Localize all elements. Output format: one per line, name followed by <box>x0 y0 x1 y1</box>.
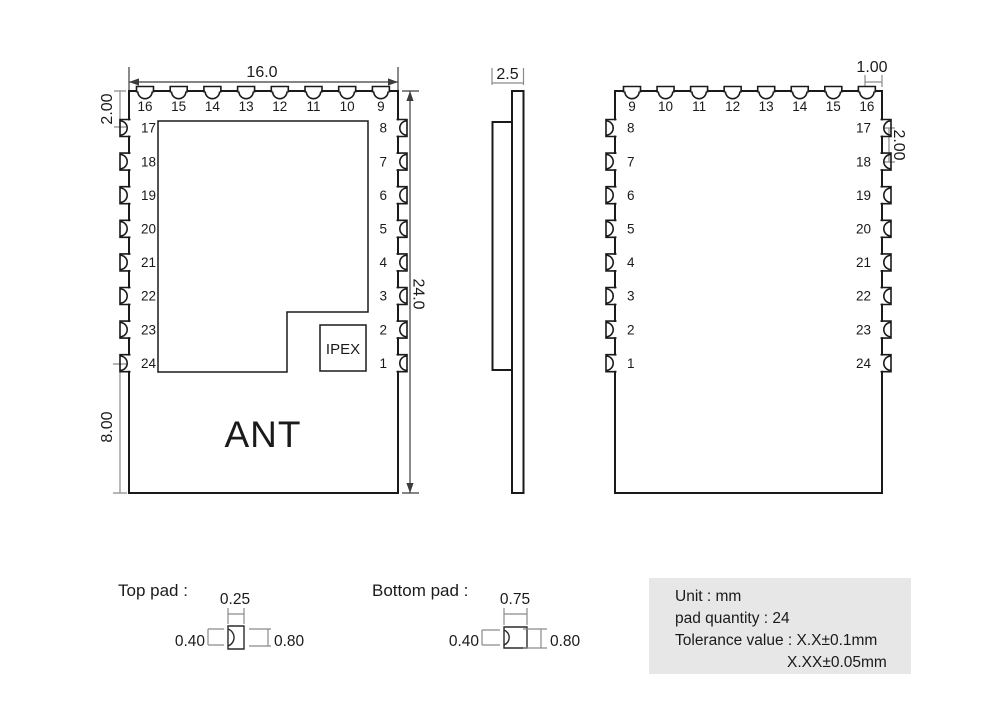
pin-number: 13 <box>758 99 774 114</box>
dim-antenna-label: 8.00 <box>99 411 116 443</box>
pin-number: 9 <box>377 99 385 114</box>
pad-half-hole-arc <box>884 322 891 336</box>
dim-pitch-label: 2.00 <box>99 93 116 125</box>
pin-number: 19 <box>855 187 871 203</box>
pad-half-hole-arc <box>400 121 407 135</box>
pad-edge-mask <box>759 89 774 94</box>
bottom-pad-height-label: 0.40 <box>448 633 479 650</box>
pad-half-hole-arc <box>400 188 407 202</box>
dim-edge-label: 1.00 <box>856 59 888 76</box>
pin-number: 4 <box>627 255 635 271</box>
pad-half-hole-arc <box>120 255 127 269</box>
antenna-label: ANT <box>224 414 302 455</box>
pin-number: 10 <box>339 99 355 114</box>
note-unit: Unit : mm <box>675 588 742 605</box>
note-pad-quantity: pad quantity : 24 <box>675 610 790 627</box>
pad-edge-mask <box>171 89 186 94</box>
dim-height-label: 24.0 <box>409 278 427 310</box>
shield-edge-profile <box>493 122 513 370</box>
dim-height-front <box>402 91 427 493</box>
dim-thickness-label: 2.5 <box>496 66 519 83</box>
pad-half-hole-arc <box>606 322 613 336</box>
dim-width-front <box>129 64 398 90</box>
top-pad-width-dim <box>228 608 244 624</box>
dim-edge-back <box>856 59 887 87</box>
pin-number: 12 <box>725 99 741 114</box>
bottom-pad-length-label: 0.80 <box>550 633 581 650</box>
pad-edge-mask <box>692 89 707 94</box>
pin-number: 1 <box>627 355 635 371</box>
top-pad-length-dim <box>249 629 271 646</box>
top-pad-detail <box>118 581 305 650</box>
pin-number: 21 <box>855 255 871 271</box>
pin-number: 23 <box>855 322 871 338</box>
dim-thickness <box>492 66 524 85</box>
top-pad-width-label: 0.25 <box>219 591 251 608</box>
pin-number: 2 <box>627 322 635 338</box>
pad-half-hole-arc <box>884 255 891 269</box>
note-tolerance-2: X.XX±0.05mm <box>787 654 887 671</box>
pad-half-hole-arc <box>884 188 891 202</box>
pin-number: 8 <box>627 120 635 136</box>
pad-half-hole-arc <box>606 188 613 202</box>
pin-number: 14 <box>204 99 220 114</box>
pin-number: 10 <box>658 99 674 114</box>
dim-antenna-front <box>99 364 127 493</box>
pin-number: 17 <box>141 120 157 136</box>
pad-edge-mask <box>725 89 740 94</box>
pcb-edge-profile <box>512 91 524 493</box>
bottom-pad-notch-arc <box>504 630 509 645</box>
pad-half-hole-arc <box>606 222 613 236</box>
pad-half-hole-arc <box>884 356 891 370</box>
bottom-pad-height-dim <box>482 630 500 645</box>
pin-number: 15 <box>825 99 841 114</box>
pin-number: 13 <box>238 99 254 114</box>
pad-half-hole-arc <box>120 121 127 135</box>
pad-edge-mask <box>792 89 807 94</box>
pad-half-hole-arc <box>120 188 127 202</box>
pin-number: 7 <box>627 154 635 170</box>
pad-edge-mask <box>624 89 639 94</box>
bottom-pad-title: Bottom pad : <box>372 581 469 600</box>
pin-number: 7 <box>379 154 387 170</box>
pin-number: 21 <box>141 255 157 271</box>
pin-number: 19 <box>141 187 157 203</box>
pin-number: 4 <box>379 255 387 271</box>
pad-half-hole-arc <box>120 289 127 303</box>
pad-half-hole-arc <box>606 121 613 135</box>
pin-number: 16 <box>859 99 875 114</box>
bottom-pad-shape <box>504 627 527 648</box>
pin-number: 20 <box>855 221 871 237</box>
pad-edge-mask <box>272 89 287 94</box>
bottom-pad-detail <box>372 581 581 650</box>
dim-width-label: 16.0 <box>246 64 278 81</box>
top-pad-length-label: 0.80 <box>274 633 305 650</box>
pin-number: 22 <box>141 288 157 304</box>
pin-number: 5 <box>627 221 635 237</box>
pad-edge-mask <box>137 89 152 94</box>
pin-number: 9 <box>628 99 636 114</box>
pad-half-hole-arc <box>884 289 891 303</box>
top-pad-title: Top pad : <box>118 581 188 600</box>
side-view <box>492 66 524 493</box>
pad-edge-mask <box>373 89 388 94</box>
pin-number: 24 <box>855 355 871 371</box>
pin-number: 11 <box>692 99 707 114</box>
pin-number: 11 <box>306 99 321 114</box>
pad-half-hole-arc <box>400 289 407 303</box>
pin-number: 14 <box>792 99 808 114</box>
front-view <box>99 64 427 493</box>
pad-edge-mask <box>205 89 220 94</box>
pad-edge-mask <box>340 89 355 94</box>
pad-edge-mask <box>306 89 321 94</box>
top-pad-notch-arc <box>228 629 234 646</box>
bottom-pad-width-label: 0.75 <box>499 591 531 608</box>
pin-number: 22 <box>855 288 871 304</box>
pin-number: 17 <box>855 120 871 136</box>
top-pad-height-dim <box>208 629 224 645</box>
pad-half-hole-arc <box>400 154 407 168</box>
back-view <box>606 59 907 493</box>
pad-edge-mask <box>859 89 874 94</box>
pad-half-hole-arc <box>606 255 613 269</box>
pad-half-hole-arc <box>606 356 613 370</box>
pad-half-hole-arc <box>606 289 613 303</box>
pin-number: 3 <box>627 288 635 304</box>
pin-number: 1 <box>379 355 387 371</box>
pad-edge-mask <box>826 89 841 94</box>
note-tolerance-1: Tolerance value : X.X±0.1mm <box>675 632 878 649</box>
pin-number: 23 <box>141 322 157 338</box>
pin-number: 6 <box>627 187 635 203</box>
pad-half-hole-arc <box>400 255 407 269</box>
pad-edge-mask <box>658 89 673 94</box>
pad-half-hole-arc <box>120 222 127 236</box>
pad-half-hole-arc <box>400 222 407 236</box>
pad-half-hole-arc <box>120 154 127 168</box>
module-outline-back <box>615 91 882 493</box>
pin-number: 18 <box>141 154 157 170</box>
notes-panel <box>649 578 911 674</box>
pad-half-hole-arc <box>120 356 127 370</box>
dim-pitch-back-label: 2.00 <box>890 129 907 161</box>
pin-number: 24 <box>141 355 157 371</box>
pin-number: 6 <box>379 187 387 203</box>
pin-number: 2 <box>379 322 387 338</box>
pin-number: 5 <box>379 221 387 237</box>
pin-number: 12 <box>272 99 288 114</box>
pin-number: 20 <box>141 221 157 237</box>
pin-number: 3 <box>379 288 387 304</box>
pad-half-hole-arc <box>400 322 407 336</box>
pad-edge-mask <box>239 89 254 94</box>
pad-half-hole-arc <box>606 154 613 168</box>
pin-number: 8 <box>379 120 387 136</box>
top-pad-height-label: 0.40 <box>174 633 205 650</box>
pin-number: 18 <box>855 154 871 170</box>
pad-half-hole-arc <box>884 222 891 236</box>
bottom-pad-width-dim <box>504 608 527 625</box>
pin-number: 15 <box>171 99 187 114</box>
pad-half-hole-arc <box>400 356 407 370</box>
ipex-label: IPEX <box>325 341 361 358</box>
pin-number: 16 <box>137 99 153 114</box>
pad-half-hole-arc <box>120 322 127 336</box>
